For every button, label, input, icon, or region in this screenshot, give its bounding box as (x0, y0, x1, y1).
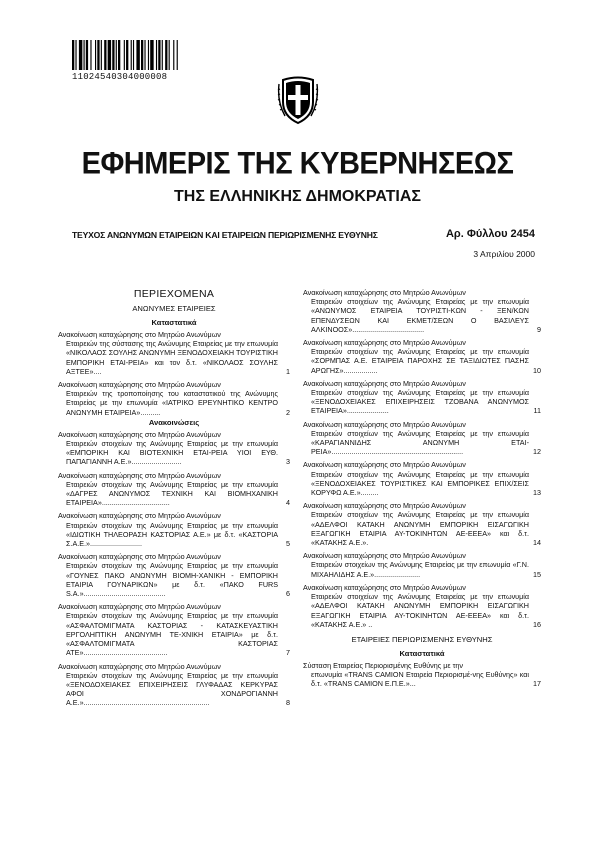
toc-right-column (303, 288, 541, 693)
toc-entry-page: 17 (533, 679, 541, 689)
toc-entry-text: Εταιρειών στοιχείων της Ανώνυμης Εταιρείας με την επωνυμία «ΞΕΝΟΔΟΧΕΙΑΚΕΣ ΕΠΙΧΕΙΡΗΣΕΙΣ ΓΛΥΦΑΔΑΣ ΚΕΡΚΥΡΑΣ ΑΦΟΙ ΧΟΝΔΡΟΓΙΑΝΝΗ Α.Ε.»............................................................... (66, 670, 278, 708)
toc-entry[interactable] (58, 330, 290, 376)
toc-entry-lead: Ανακοίνωση καταχώρησης στο Μητρώο Ανωνύμων (58, 661, 221, 671)
toc-heading: ΠΕΡΙΕΧΟΜΕΝΑ (133, 288, 215, 300)
barcode-bar (165, 40, 167, 70)
barcode-bar (124, 40, 125, 70)
gazette-title: ΕΦΗΜΕΡΙΣ ΤΗΣ ΚΥΒΕΡΝΗΣΕΩΣ (81, 146, 514, 182)
toc-entry-text: Εταιρειών στοιχείων της Ανώνυμης Εταιρείας με την επωνυμία «ΞΕΝΟΔΟΧΕΙΑΚΕΣ ΕΠΙΧΕΙΡΗΣΕΙΣ ΤΖΟΒΑΝΑ ΑΝΩΝΥΜΟΣ ΕΤΑΙΡΕΙΑ»..................... (311, 388, 529, 416)
toc-entry-page: 12 (533, 447, 541, 457)
barcode-bar (95, 40, 96, 70)
toc-entry-page: 14 (533, 538, 541, 548)
barcode-bar (86, 40, 88, 70)
sub-heading-katastatika-epe: Καταστατικά (399, 648, 445, 658)
sub-heading-anakoinoseis: Ανακοινώσεις (148, 417, 200, 427)
barcode-bar (162, 40, 163, 70)
toc-entry[interactable] (58, 430, 290, 467)
toc-entry-lead: Ανακοίνωση καταχώρησης στο Μητρώο Ανωνύμων (303, 338, 466, 348)
toc-entry[interactable] (303, 420, 541, 457)
toc-entry-page: 5 (286, 539, 290, 549)
toc-entry-page: 4 (286, 498, 290, 508)
toc-entry[interactable] (58, 380, 290, 417)
barcode-bar (158, 40, 160, 70)
toc-entry-text: Εταιρειών στοιχείων της Ανώνυμης Εταιρείας με την επωνυμία «ΑΔΕΛΦΟΙ ΚΑΤΑΚΗ ΑΝΩΝΥΜΗ ΕΜΠΟΡΙΚΗ ΕΙΣΑΓΩΓΙΚΗ ΕΞΑΓΩΓΙΚΗ ΕΤΑΙΡΙΑ ΑΥ-ΤΟΚΙΝΗΤΩΝ ΑΕ-ΕΕΕΑ» και δ.τ. «ΚΑΤΑΚΗΣ Α.Ε.». (311, 510, 529, 548)
toc-entry-text: Εταιρειών της τροποποίησης του καταστατικού της Ανώνυμης Εταιρείας με την επωνυμία «ΙΑΤΡΙΚΟ ΕΡΕΥΝΗΤΙΚΟ ΚΕΝΤΡΟ ΑΝΩΝΥΜΗ ΕΤΑΙΡΕΙΑ».......... (66, 389, 278, 417)
barcode-bar (104, 40, 106, 70)
toc-entry-lead: Ανακοίνωση καταχώρησης στο Μητρώο Ανωνύμων (303, 501, 466, 511)
barcode-bar (118, 40, 120, 70)
toc-entry-lead: Σύσταση Εταιρείας Περιορισμένης Ευθύνης με την (303, 660, 463, 670)
toc-entry[interactable] (58, 662, 290, 708)
barcode-bar (131, 40, 132, 70)
toc-entry-page: 3 (286, 457, 290, 467)
toc-entry-text: Εταιρειών στοιχείων της Ανώνυμης Εταιρείας με την επωνυμία «ΚΑΡΑΓΙΑΝΝΙΔΗΣ ΑΝΩΝΥΜΗ ΕΤΑΙ-ΡΕΙΑ».................................................................. (311, 428, 529, 457)
toc-entry[interactable] (303, 338, 541, 375)
toc-entry[interactable] (303, 501, 541, 547)
gazette-subtitle: ΤΗΣ ΕΛΛΗΝΙΚΗΣ ΔΗΜΟΚΡΑΤΙΑΣ (174, 188, 421, 205)
toc-entry[interactable] (303, 551, 541, 579)
toc-entry[interactable] (58, 602, 290, 657)
toc-entry-page: 10 (533, 365, 541, 375)
toc-entry[interactable] (58, 511, 290, 548)
toc-entry-lead: Ανακοίνωση καταχώρησης στο Μητρώο Ανωνύμων (58, 552, 221, 562)
barcode-bar (75, 40, 76, 70)
toc-entry-page: 2 (286, 407, 290, 417)
toc-entry-text: Εταιρειών της σύστασης της Ανώνυμης Εταιρείας με την επωνυμία «ΝΙΚΟΛΑΟΣ ΣΟΥΛΗΣ ΑΝΩΝΥΜΗ ΞΕΝΟΔΟΧΕΙΑΚΗ ΤΟΥΡΙΣΤΙΚΗ ΕΜΠΟΡΙΚΗ ΕΤΑΙ-ΡΕΙΑ» και τον δ.τ. «ΝΙΚΟΛΑΟΣ ΣΟΥΛΗΣ ΑΞΤΕΕ».... (66, 339, 278, 376)
toc-entry-text: Εταιρειών στοιχείων της Ανώνυμης Εταιρείας με την επωνυμία «ΑΣΦΑΛΤΟΜΙΓΜΑΤΑ ΚΑΣΤΟΡΙΑΣ - ΚΑΤΑΣΚΕΥΑΣΤΙΚΗ ΕΡΓΟΛΗΠΤΙΚΗ ΑΝΩΝΥΜΗ ΤΕ-ΧΝΙΚΗ ΕΤΑΙΡΙΑ» με δ.τ. «ΑΣΦΑΛΤΟΜΙΓΜΑΤΑ ΚΑΣΤΟΡΙΑΣ ΑΤΕ».......................................... (66, 611, 278, 658)
barcode-bar (133, 40, 134, 70)
barcode-bar (144, 40, 145, 70)
toc-entry[interactable] (58, 552, 290, 598)
toc-entry-text: επωνυμία «TRANS CAMION Εταιρεία Περιορισμέ-νης Ευθύνης» και δ.τ. «TRANS CAMION Ε.Π.Ε.»... (311, 670, 529, 689)
barcode-bar (72, 40, 74, 70)
toc-entry-page: 15 (533, 569, 541, 579)
barcode-bar (108, 40, 111, 70)
barcode-bar (90, 40, 91, 70)
section-heading-epe: ΕΤΑΙΡΕΙΕΣ ΠΕΡΙΩΡΙΣΜΕΝΗΣ ΕΥΘΥΝΗΣ (351, 634, 493, 644)
barcode-bar (101, 40, 102, 70)
barcode-bar (169, 40, 170, 70)
toc-entry-lead: Ανακοίνωση καταχώρησης στο Μητρώο Ανωνύμων (303, 460, 466, 470)
barcode-bar (136, 40, 139, 70)
issue-date: 3 Απριλίου 2000 (473, 249, 535, 259)
toc-entry-page: 13 (533, 488, 541, 498)
toc-entry-lead: Ανακοίνωση καταχώρησης στο Μητρώο Ανωνύμων (303, 551, 466, 561)
toc-entry-page: 8 (286, 698, 290, 708)
toc-entry-page: 7 (286, 648, 290, 658)
toc-entry-text: Εταιρειών στοιχείων της Ανώνυμης Εταιρείας με την επωνυμία «ΑΝΩΝΥΜΟΣ ΕΤΑΙΡΕΙΑ ΤΟΥΡΙΣΤΙ-ΚΩΝ - ΞΕΝ/ΚΩΝ ΕΠΕΝΔΥΣΕΩΝ ΚΑΙ ΕΚΜΕΤ/ΣΕΩΝ Ο ΒΑΣΙΛΕΥΣ ΑΛΚΙΝΟΟΣ».................................... (311, 297, 529, 334)
barcode-bar (148, 40, 149, 70)
toc-entry-lead: Ανακοίνωση καταχώρησης στο Μητρώο Ανωνύμων (58, 380, 221, 390)
toc-entry[interactable] (303, 460, 541, 497)
toc-entry-text: Εταιρειών στοιχείων της Ανώνυμης Εταιρείας με την επωνυμία «ΓΟΥΝΕΣ ΠΑΚΟ ΑΝΩΝΥΜΗ ΒΙΟΜΗ-ΧΑΝΙΚΗ - ΕΜΠΟΡΙΚΗ ΕΤΑΙΡΙΑ ΓΟΥΝΑΡΙΚΩΝ» με δ.τ. «ΠΑΚΟ FURS S.A.»......................................... (66, 561, 278, 599)
barcode-bar (84, 40, 85, 70)
barcode-bar (173, 40, 174, 70)
barcode-bar (79, 40, 82, 70)
toc-entry-lead: Ανακοίνωση καταχώρησης στο Μητρώο Ανωνύμων (58, 429, 221, 439)
toc-entry-page: 11 (533, 406, 541, 416)
toc-entry-text: Εταιρειών στοιχείων της Ανώνυμης Εταιρείας με την επωνυμία «ΙΔΙΩΤΙΚΗ ΤΗΛΕΟΡΑΣΗ ΚΑΣΤΟΡΙΑΣ Α.Ε.» με δ.τ. «ΚΑΣΤΟΡΙΑ Σ.Α.Ε.».......................... (66, 520, 278, 549)
sub-heading-katastatika: Καταστατικά (151, 318, 197, 327)
barcode-bar (150, 40, 153, 70)
toc-entry-text: Εταιρειών στοιχείων της Ανώνυμης Εταιρείας με την επωνυμία «ΞΕΝΟΔΟΧΕΙΑΚΕΣ ΤΟΥΡΙΣΤΙΚΕΣ ΚΑΙ ΕΜΠΟΡΙΚΕΣ ΕΠΙΧ/ΣΕΙΣ ΚΟΡΥΦΩ Α.Ε.»......... (311, 469, 529, 498)
barcode-bar (126, 40, 128, 70)
toc-entry-page: 1 (286, 366, 290, 376)
barcode (72, 40, 212, 70)
toc-entry-text: Εταιρειών στοιχείων της Ανώνυμης Εταιρείας με την επωνυμία «ΑΔΕΛΦΟΙ ΚΑΤΑΚΗ ΑΝΩΝΥΜΗ ΕΜΠΟΡΙΚΗ ΕΙΣΑΓΩΓΙΚΗ ΕΞΑΓΩΓΙΚΗ ΕΤΑΙΡΙΑ ΑΥ-ΤΟΚΙΝΗΤΩΝ ΑΕ-ΕΕΕΑ» και δ.τ. «ΚΑΤΑΚΗΣ Α.Ε.» .. (311, 592, 529, 629)
coat-of-arms-icon (277, 76, 319, 126)
toc-entry[interactable] (303, 661, 541, 689)
toc-entry-lead: Ανακοίνωση καταχώρησης στο Μητρώο Ανωνύμων (58, 511, 221, 521)
toc-entry-text: Εταιρειών στοιχείων της Ανώνυμης Εταιρείας με την επωνυμία «Γ.Ν. ΜΙΧΑΗΛΙΔΗΣ Α.Ε.»....................... (311, 560, 529, 579)
toc-entry[interactable] (58, 471, 290, 508)
toc-entry-lead: Ανακοίνωση καταχώρησης στο Μητρώο Ανωνύμων (58, 470, 221, 480)
issue-line (72, 230, 535, 244)
barcode-bar (141, 40, 143, 70)
issue-number: Αρ. Φύλλου 2454 (445, 228, 535, 240)
barcode-bar (97, 40, 99, 70)
toc-entry-page: 9 (537, 324, 541, 334)
barcode-bar (156, 40, 157, 70)
toc-left-column (58, 288, 290, 712)
toc-entry[interactable] (303, 583, 541, 629)
barcode-bar (112, 40, 114, 70)
toc-entry-lead: Ανακοίνωση καταχώρησης στο Μητρώο Ανωνύμων (303, 419, 466, 429)
barcode-number: 11024540304000008 (72, 72, 168, 82)
issue-type: ΤΕΥΧΟΣ ΑΝΩΝΥΜΩΝ ΕΤΑΙΡΕΙΩΝ ΚΑΙ ΕΤΑΙΡΕΙΩΝ ΠΕΡΙΩΡΙΣΜΕΝΗΣ ΕΥΘΥΝΗΣ (72, 230, 378, 240)
barcode-bar (116, 40, 117, 70)
section-heading-ae: ΑΝΩΝΥΜΕΣ ΕΤΑΙΡΕΙΕΣ (132, 304, 216, 313)
toc-entry-lead: Ανακοίνωση καταχώρησης στο Μητρώο Ανωνύμων (58, 330, 221, 339)
toc-entry-lead: Ανακοίνωση καταχώρησης στο Μητρώο Ανωνύμων (303, 582, 466, 592)
toc-entry-text: Εταιρειών στοιχείων της Ανώνυμης Εταιρείας με την επωνυμία «ΕΜΠΟΡΙΚΗ ΚΑΙ ΒΙΟΤΕΧΝΙΚΗ ΕΤΑΙ-ΡΕΙΑ ΥΙΟΙ ΕΥΘ. ΠΑΠΑΓΙΑΝΝΗ Α.Ε.»......................... (66, 439, 278, 467)
toc-entry-page: 16 (533, 619, 541, 629)
toc-entry-lead: Ανακοίνωση καταχώρησης στο Μητρώο Ανωνύμων (58, 602, 221, 612)
toc-entry-lead: Ανακοίνωση καταχώρησης στο Μητρώο Ανωνύμων (303, 378, 466, 388)
toc-entry-page: 6 (286, 589, 290, 599)
toc-entry-text: Εταιρειών στοιχείων της Ανώνυμης Εταιρείας με την επωνυμία «ΣΟΡΜΠΑΣ Α.Ε. ΕΤΑΙΡΕΙΑ ΠΑΡΟΧΗΣ ΣΕ ΤΑΞΙΔΙΩΤΕΣ ΠΑΣΗΣ ΑΡΩΓΗΣ»................. (311, 347, 529, 375)
toc-entry-lead: Ανακοίνωση καταχώρησης στο Μητρώο Ανωνύμων (303, 288, 466, 297)
toc-entry[interactable] (303, 379, 541, 416)
toc-entry[interactable] (303, 288, 541, 334)
toc-entry-text: Εταιρειών στοιχείων της Ανώνυμης Εταιρείας με την επωνυμία «ΔΑΓΡΕΣ ΑΝΩΝΥΜΟΣ ΤΕΧΝΙΚΗ ΚΑΙ ΒΙΟΜΗΧΑΝΙΚΗ ΕΤΑΙΡΕΙΑ».................................. (66, 479, 278, 508)
barcode-bar (177, 40, 178, 70)
